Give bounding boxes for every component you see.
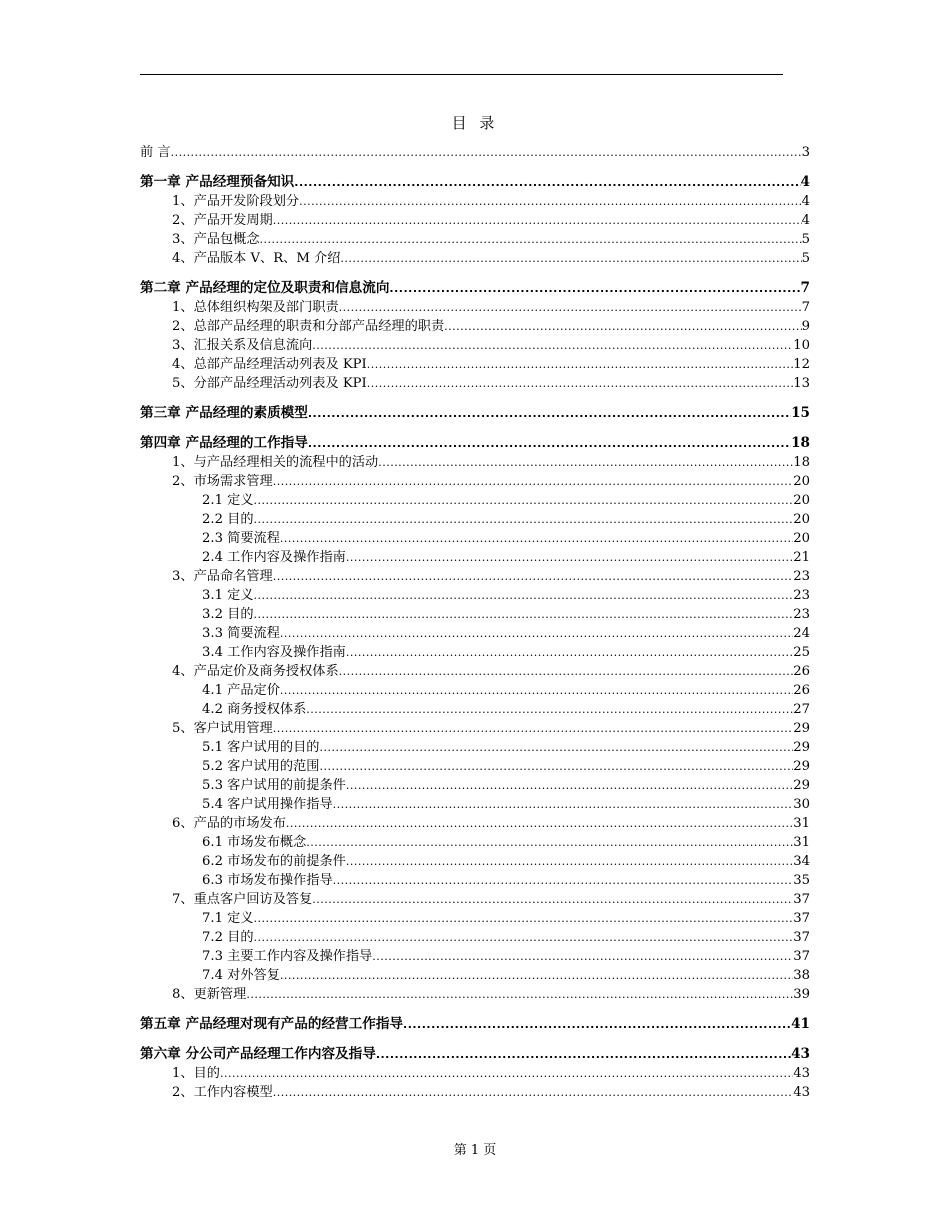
toc-entry-page-number: 35 <box>793 873 810 888</box>
toc-section-entry[interactable] <box>140 1083 810 1102</box>
dot-leader <box>389 279 800 298</box>
dot-leader <box>306 700 793 719</box>
dot-leader <box>254 586 794 605</box>
toc-section-entry[interactable] <box>140 966 810 985</box>
toc-entry-label: 1、产品开发阶段划分 <box>172 194 300 209</box>
dot-leader <box>372 947 793 966</box>
toc-entry-label: 3、产品命名管理 <box>172 569 273 584</box>
dot-leader <box>376 1045 791 1064</box>
toc-entry-label: 3、产品包概念 <box>172 232 260 247</box>
toc-section-entry[interactable] <box>140 643 810 662</box>
toc-entry-label: 第五章 产品经理对现有产品的经营工作指导 <box>140 1016 404 1032</box>
toc-entry-page-number: 43 <box>791 1046 810 1062</box>
toc-entry-page-number: 29 <box>793 740 810 755</box>
dot-leader <box>306 833 793 852</box>
dot-leader <box>171 143 802 162</box>
toc-entry-label: 2.1 定义 <box>202 493 254 508</box>
toc-title: 目 录 <box>451 114 499 132</box>
toc-section-entry[interactable] <box>140 605 810 624</box>
toc-entry-page-number: 26 <box>793 683 810 698</box>
toc-entry-label: 7.4 对外答复 <box>202 968 280 983</box>
dot-leader <box>319 757 793 776</box>
dot-leader <box>254 605 794 624</box>
dot-leader <box>246 985 793 1004</box>
toc-entry-page-number: 29 <box>793 778 810 793</box>
toc-entry-label: 3.1 定义 <box>202 588 254 603</box>
dot-leader <box>308 404 791 423</box>
toc-entry-page-number: 5 <box>801 251 810 266</box>
toc-entry-label: 5.1 客户试用的目的 <box>202 740 320 755</box>
toc-entry-page-number: 31 <box>793 835 810 850</box>
dot-leader <box>346 643 793 662</box>
dot-leader <box>339 298 802 317</box>
dot-leader <box>273 719 794 738</box>
toc-entry-page-number: 25 <box>793 645 810 660</box>
dot-leader <box>319 738 793 757</box>
toc-section-entry[interactable] <box>140 871 810 890</box>
toc-section-entry[interactable] <box>140 719 810 738</box>
toc-entry-label: 2.3 简要流程 <box>202 531 280 546</box>
toc-entry-label: 4.1 产品定价 <box>202 683 280 698</box>
toc-entry-label: 第六章 分公司产品经理工作内容及指导 <box>140 1046 376 1062</box>
toc-entry-label: 6.1 市场发布概念 <box>202 835 307 850</box>
toc-entry-page-number: 3 <box>801 145 810 160</box>
table-of-contents <box>140 143 810 1102</box>
toc-entry-label: 6.2 市场发布的前提条件 <box>202 854 346 869</box>
toc-section-entry[interactable] <box>140 548 810 567</box>
toc-chapter-entry[interactable] <box>140 279 810 298</box>
toc-entry-page-number: 12 <box>793 357 810 372</box>
toc-section-entry[interactable] <box>140 928 810 947</box>
toc-entry-page-number: 20 <box>793 531 810 546</box>
toc-entry-label: 3.2 目的 <box>202 607 254 622</box>
toc-entry-page-number: 23 <box>793 569 810 584</box>
toc-entry-label: 2、市场需求管理 <box>172 474 273 489</box>
toc-section-entry[interactable] <box>140 510 810 529</box>
toc-entry-page-number: 41 <box>791 1016 810 1032</box>
toc-entry-label: 2.4 工作内容及操作指南 <box>202 550 346 565</box>
dot-leader <box>367 355 793 374</box>
toc-entry-label: 7.2 目的 <box>202 930 254 945</box>
toc-entry-page-number: 37 <box>793 930 810 945</box>
toc-entry-label: 7.1 定义 <box>202 911 254 926</box>
toc-entry-page-number: 37 <box>793 911 810 926</box>
toc-entry-page-number: 7 <box>801 300 810 315</box>
toc-chapter-entry[interactable] <box>140 434 810 453</box>
toc-entry-label: 第二章 产品经理的定位及职责和信息流向 <box>140 280 390 296</box>
toc-entry-label: 5.3 客户试用的前提条件 <box>202 778 346 793</box>
toc-entry-page-number: 4 <box>801 194 810 209</box>
toc-entry-page-number: 34 <box>793 854 810 869</box>
toc-entry-page-number: 29 <box>793 721 810 736</box>
toc-section-entry[interactable] <box>140 624 810 643</box>
dot-leader <box>444 317 801 336</box>
toc-entry-page-number: 18 <box>793 455 810 470</box>
dot-leader <box>294 173 800 192</box>
dot-leader <box>254 491 794 510</box>
toc-entry-label: 2、工作内容模型 <box>172 1085 273 1100</box>
toc-entry-page-number: 20 <box>793 512 810 527</box>
dot-leader <box>403 1015 791 1034</box>
dot-leader <box>254 928 794 947</box>
toc-section-entry[interactable] <box>140 852 810 871</box>
toc-entry-page-number: 23 <box>793 588 810 603</box>
toc-section-entry[interactable] <box>140 814 810 833</box>
toc-section-entry[interactable] <box>140 491 810 510</box>
dot-leader <box>273 472 794 491</box>
toc-entry-page-number: 31 <box>793 816 810 831</box>
toc-entry-label: 3.4 工作内容及操作指南 <box>202 645 346 660</box>
toc-section-entry[interactable] <box>140 472 810 491</box>
toc-entry-page-number: 27 <box>793 702 810 717</box>
dot-leader <box>280 681 793 700</box>
dot-leader <box>254 909 794 928</box>
dot-leader <box>333 871 794 890</box>
dot-leader <box>346 548 793 567</box>
dot-leader <box>280 624 793 643</box>
toc-section-entry[interactable] <box>140 757 810 776</box>
dot-leader <box>367 374 793 393</box>
toc-entry-page-number: 5 <box>801 232 810 247</box>
toc-section-entry[interactable] <box>140 738 810 757</box>
toc-entry-label: 2、总部产品经理的职责和分部产品经理的职责 <box>172 319 445 334</box>
toc-section-entry[interactable] <box>140 317 810 336</box>
dot-leader <box>254 510 794 529</box>
toc-entry-label: 7、重点客户回访及答复 <box>172 892 313 907</box>
toc-entry-page-number: 39 <box>793 987 810 1002</box>
toc-section-entry[interactable] <box>140 336 810 355</box>
toc-section-entry[interactable] <box>140 1064 810 1083</box>
toc-entry-page-number: 24 <box>793 626 810 641</box>
dot-leader <box>220 1064 793 1083</box>
dot-leader <box>280 966 793 985</box>
toc-entry-page-number: 43 <box>793 1066 810 1081</box>
toc-section-entry[interactable] <box>140 355 810 374</box>
toc-entry-page-number: 15 <box>791 405 810 421</box>
toc-entry-page-number: 18 <box>791 435 810 451</box>
toc-section-entry[interactable] <box>140 230 810 249</box>
toc-entry-label: 3、汇报关系及信息流向 <box>172 338 313 353</box>
toc-entry-label: 8、更新管理 <box>172 987 247 1002</box>
dot-leader <box>299 192 802 211</box>
toc-section-entry[interactable] <box>140 795 810 814</box>
header-rule <box>140 74 783 75</box>
toc-entry-label: 2、产品开发周期 <box>172 213 273 228</box>
toc-entry-label: 3.3 简要流程 <box>202 626 280 641</box>
toc-section-entry[interactable] <box>140 529 810 548</box>
toc-chapter-entry[interactable] <box>140 1045 810 1064</box>
toc-entry-label: 1、总体组织构架及部门职责 <box>172 300 339 315</box>
page-footer: 第 1 页 <box>453 1143 497 1158</box>
toc-entry-page-number: 10 <box>793 338 810 353</box>
toc-entry-page-number: 26 <box>793 664 810 679</box>
toc-entry-label: 第一章 产品经理预备知识 <box>140 174 295 190</box>
toc-entry-page-number: 4 <box>800 174 810 190</box>
toc-entry-label: 5、客户试用管理 <box>172 721 273 736</box>
toc-entry-label: 5、分部产品经理活动列表及 KPI <box>172 376 367 391</box>
toc-entry-label: 4、总部产品经理活动列表及 KPI <box>172 357 367 372</box>
dot-leader <box>312 890 793 909</box>
toc-chapter-entry[interactable] <box>140 1015 810 1034</box>
toc-entry-label: 2.2 目的 <box>202 512 254 527</box>
dot-leader <box>260 230 802 249</box>
toc-section-entry[interactable] <box>140 298 810 317</box>
toc-entry-label: 1、目的 <box>172 1066 220 1081</box>
toc-entry-page-number: 13 <box>793 376 810 391</box>
dot-leader <box>273 1083 794 1102</box>
toc-section-entry[interactable] <box>140 833 810 852</box>
toc-entry-label: 5.4 客户试用操作指导 <box>202 797 333 812</box>
toc-entry-page-number: 20 <box>793 493 810 508</box>
toc-section-entry[interactable] <box>140 890 810 909</box>
toc-entry-label: 4、产品版本 V、R、M 介绍 <box>172 251 341 266</box>
toc-entry-label: 前 言 <box>140 145 171 160</box>
dot-leader <box>273 567 794 586</box>
dot-leader <box>340 249 801 268</box>
toc-chapter-entry[interactable] <box>140 173 810 192</box>
toc-section-entry[interactable] <box>140 909 810 928</box>
toc-entry-label: 第三章 产品经理的素质模型 <box>140 405 308 421</box>
dot-leader <box>280 529 793 548</box>
dot-leader <box>346 852 793 871</box>
dot-leader <box>346 776 793 795</box>
toc-entry-label: 4、产品定价及商务授权体系 <box>172 664 339 679</box>
toc-entry-page-number: 38 <box>793 968 810 983</box>
toc-section-entry[interactable] <box>140 776 810 795</box>
toc-section-entry[interactable] <box>140 211 810 230</box>
toc-section-entry[interactable] <box>140 662 810 681</box>
toc-section-entry[interactable] <box>140 192 810 211</box>
toc-entry-page-number: 21 <box>793 550 810 565</box>
toc-section-entry[interactable] <box>140 374 810 393</box>
toc-entry-page-number: 9 <box>801 319 810 334</box>
toc-entry-label: 6、产品的市场发布 <box>172 816 286 831</box>
toc-section-entry[interactable] <box>140 985 810 1004</box>
toc-entry-label: 4.2 商务授权体系 <box>202 702 307 717</box>
dot-leader <box>333 795 794 814</box>
toc-entry-page-number: 7 <box>800 280 810 296</box>
toc-entry-page-number: 29 <box>793 759 810 774</box>
dot-leader <box>308 434 791 453</box>
dot-leader <box>286 814 793 833</box>
toc-entry-label: 7.3 主要工作内容及操作指导 <box>202 949 373 964</box>
toc-entry-page-number: 37 <box>793 949 810 964</box>
toc-entry-label: 1、与产品经理相关的流程中的活动 <box>172 455 379 470</box>
dot-leader <box>378 453 793 472</box>
toc-chapter-entry[interactable] <box>140 404 810 423</box>
toc-preface-entry[interactable] <box>140 143 810 162</box>
dot-leader <box>273 211 802 230</box>
dot-leader <box>312 336 793 355</box>
toc-section-entry[interactable] <box>140 700 810 719</box>
toc-section-entry[interactable] <box>140 567 810 586</box>
toc-section-entry[interactable] <box>140 681 810 700</box>
toc-entry-label: 5.2 客户试用的范围 <box>202 759 320 774</box>
toc-entry-page-number: 4 <box>801 213 810 228</box>
toc-section-entry[interactable] <box>140 947 810 966</box>
toc-entry-page-number: 20 <box>793 474 810 489</box>
toc-entry-label: 第四章 产品经理的工作指导 <box>140 435 308 451</box>
toc-entry-label: 6.3 市场发布操作指导 <box>202 873 333 888</box>
toc-section-entry[interactable] <box>140 586 810 605</box>
toc-entry-page-number: 43 <box>793 1085 810 1100</box>
toc-entry-page-number: 37 <box>793 892 810 907</box>
toc-section-entry[interactable] <box>140 453 810 472</box>
toc-entry-page-number: 23 <box>793 607 810 622</box>
toc-section-entry[interactable] <box>140 249 810 268</box>
dot-leader <box>339 662 794 681</box>
toc-entry-page-number: 30 <box>793 797 810 812</box>
